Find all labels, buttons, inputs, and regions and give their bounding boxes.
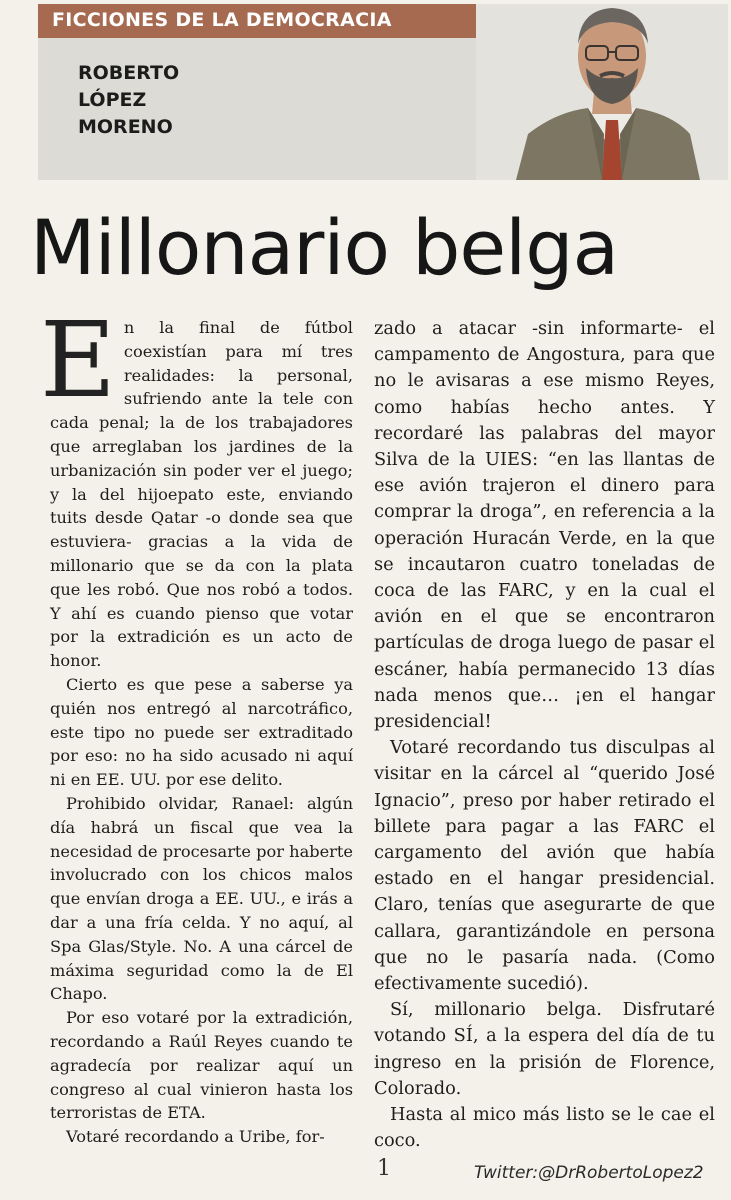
author-portrait-photo xyxy=(476,4,728,180)
column-mark: 1 xyxy=(377,1156,391,1181)
author-line: LÓPEZ xyxy=(78,89,147,111)
section-bar xyxy=(38,4,478,38)
paragraph: Hasta al mico más listo se le cae el coco. xyxy=(374,1104,715,1152)
article-column-left xyxy=(40,299,353,1149)
column-header xyxy=(38,4,728,180)
section-title: FICCIONES DE LA DEMOCRACIA xyxy=(52,9,392,31)
twitter-handle: Twitter:@DrRobertoLopez2 xyxy=(474,1163,704,1183)
paragraph: Por eso votaré por la extradición, recordando a Raúl Reyes cuando te agradecía por realizar aquí un congreso al cual vinieron hasta los terroristas de ETA. xyxy=(50,1008,353,1123)
paragraph xyxy=(40,299,353,673)
author-line: ROBERTO xyxy=(78,62,180,84)
paragraph: Prohibido olvidar, Ranael: algún día habrá un fiscal que vea la necesidad de procesarte por haberte involucrado con los chicos malos que envían droga a EE. UU., e irás a dar a una fría celda. Y no aquí, al Spa Glas/Style. No. A una cárcel de máxima seguridad como la de El Chapo. xyxy=(50,793,353,1004)
paragraph: zado a atacar -sin informarte- el campamento de Angostura, para que no le avisaras a ese mismo Reyes, como habías hecho antes. Y recordaré las palabras del mayor Silva de la UIES: “en las llantas de ese avión trajeron el dinero para comprar la droga”, en referencia a la operación Huracán Verde, en la que se incautaron cuatro toneladas de coca de las FARC, y en la cual el avión en el que se encontraron partículas de droga luego de pasar el escáner, había permanecido 13 días nada menos que… ¡en el hangar presidencial! xyxy=(374,318,715,733)
drop-cap: E xyxy=(40,299,116,421)
paragraph: Sí, millonario belga. Disfrutaré votando SÍ, a la espera del día de tu ingreso en la prisión de Florence, Colorado. xyxy=(374,999,715,1099)
paragraph-text: n la final de fútbol coexistían para mí tres realidades: la personal, sufriendo ante la tele con cada penal; la de los trabajadores que arreglaban los jardines de la urbanización sin poder ver el juego; y la del hijoepato este, enviando tuits desde Qatar -o donde sea que estuviera- gracias a la vida de millonario que se da con la plata que les robó. Que nos robó a todos. Y ahí es cuando pienso que votar por la extradición es un acto de honor. xyxy=(50,318,353,671)
author-line: MORENO xyxy=(78,116,173,138)
article-headline: Millonario belga xyxy=(30,203,619,292)
article-column-right xyxy=(374,316,715,1155)
paragraph: Cierto es que pese a saberse ya quién nos entregó al narcotráfico, este tipo no puede ser extraditado por eso: no ha sido acusado ni aquí ni en EE. UU. por ese delito. xyxy=(50,674,353,790)
author-name xyxy=(78,60,179,141)
paragraph: Votaré recordando tus disculpas al visitar en la cárcel al “querido José Ignacio”, preso por haber retirado el billete para pagar a las FARC el cargamento del avión que había estado en el hangar presidencial. Claro, tenías que asegurarte de que callara, garantizándole en persona que no le pasaría nada. (Como efectivamente sucedió). xyxy=(374,737,715,995)
paragraph: Votaré recordando a Uribe, for- xyxy=(66,1127,325,1147)
